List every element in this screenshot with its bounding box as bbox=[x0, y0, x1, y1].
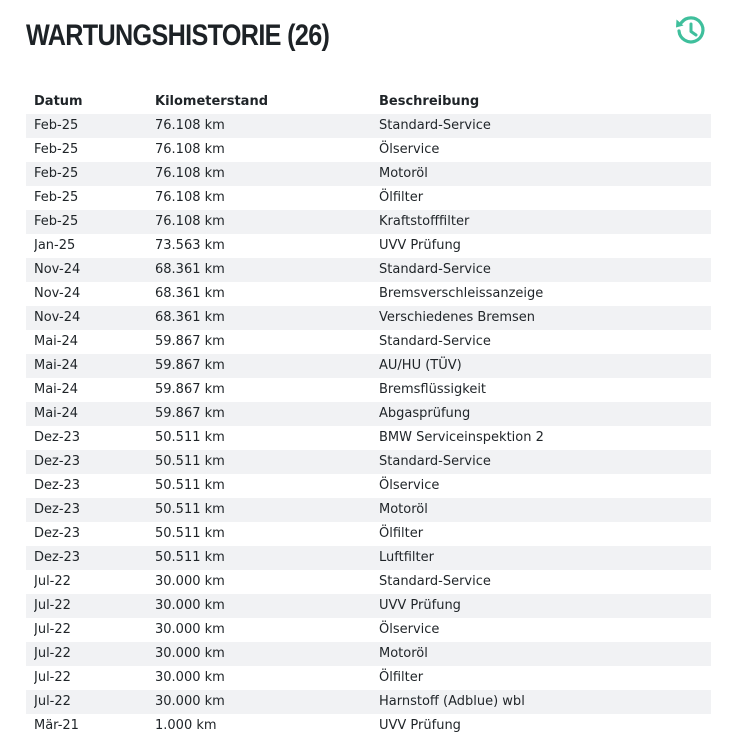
description-cell: Verschiedenes Bremsen bbox=[379, 310, 536, 325]
table-row bbox=[26, 210, 711, 234]
date-cell: Feb-25 bbox=[34, 190, 79, 205]
table-row bbox=[26, 498, 711, 522]
table-row bbox=[26, 378, 711, 402]
mileage-cell: 68.361 km bbox=[155, 310, 225, 325]
date-cell: Jul-22 bbox=[34, 598, 71, 613]
description-cell: Motoröl bbox=[379, 646, 428, 661]
description-cell: Ölservice bbox=[379, 478, 440, 493]
date-cell: Nov-24 bbox=[34, 286, 81, 301]
table-row bbox=[26, 234, 711, 258]
mileage-cell: 30.000 km bbox=[155, 694, 225, 709]
description-cell: Ölfilter bbox=[379, 526, 424, 541]
mileage-cell: 59.867 km bbox=[155, 334, 225, 349]
description-cell: Ölfilter bbox=[379, 670, 424, 685]
mileage-cell: 59.867 km bbox=[155, 358, 225, 373]
mileage-cell: 30.000 km bbox=[155, 646, 225, 661]
description-cell: UVV Prüfung bbox=[379, 238, 461, 253]
description-cell: Motoröl bbox=[379, 502, 428, 517]
date-cell: Jul-22 bbox=[34, 574, 71, 589]
date-cell: Jan-25 bbox=[34, 238, 76, 253]
table-row bbox=[26, 690, 711, 714]
mileage-cell: 30.000 km bbox=[155, 622, 225, 637]
date-cell: Jul-22 bbox=[34, 622, 71, 637]
page-title: WARTUNGSHISTORIE (26) bbox=[26, 19, 330, 52]
date-cell: Dez-23 bbox=[34, 478, 81, 493]
column-header-date: Datum bbox=[34, 94, 83, 109]
table-row bbox=[26, 570, 711, 594]
mileage-cell: 30.000 km bbox=[155, 574, 225, 589]
mileage-cell: 76.108 km bbox=[155, 118, 225, 133]
mileage-cell: 30.000 km bbox=[155, 598, 225, 613]
table-row bbox=[26, 402, 711, 426]
date-cell: Mai-24 bbox=[34, 382, 79, 397]
table-row bbox=[26, 138, 711, 162]
date-cell: Feb-25 bbox=[34, 142, 79, 157]
date-cell: Dez-23 bbox=[34, 454, 81, 469]
column-header-description: Beschreibung bbox=[379, 94, 480, 109]
description-cell: Harnstoff (Adblue) wbl bbox=[379, 694, 525, 709]
table-row bbox=[26, 642, 711, 666]
mileage-cell: 59.867 km bbox=[155, 382, 225, 397]
maintenance-history-table bbox=[26, 90, 711, 738]
date-cell: Feb-25 bbox=[34, 214, 79, 229]
table-row bbox=[26, 114, 711, 138]
column-header-mileage: Kilometerstand bbox=[155, 94, 269, 109]
mileage-cell: 50.511 km bbox=[155, 502, 225, 517]
description-cell: AU/HU (TÜV) bbox=[379, 358, 462, 373]
date-cell: Jul-22 bbox=[34, 694, 71, 709]
date-cell: Nov-24 bbox=[34, 310, 81, 325]
description-cell: Standard-Service bbox=[379, 454, 491, 469]
table-row bbox=[26, 714, 711, 738]
table-row bbox=[26, 330, 711, 354]
date-cell: Jul-22 bbox=[34, 670, 71, 685]
table-row bbox=[26, 618, 711, 642]
description-cell: UVV Prüfung bbox=[379, 598, 461, 613]
table-row bbox=[26, 426, 711, 450]
description-cell: Bremsflüssigkeit bbox=[379, 382, 487, 397]
mileage-cell: 50.511 km bbox=[155, 550, 225, 565]
date-cell: Mai-24 bbox=[34, 406, 79, 421]
table-header-row bbox=[26, 90, 711, 114]
description-cell: Kraftstofffilter bbox=[379, 214, 470, 229]
description-cell: BMW Serviceinspektion 2 bbox=[379, 430, 544, 445]
table-row bbox=[26, 474, 711, 498]
description-cell: Standard-Service bbox=[379, 574, 491, 589]
table-row bbox=[26, 162, 711, 186]
table-row bbox=[26, 594, 711, 618]
date-cell: Mai-24 bbox=[34, 358, 79, 373]
mileage-cell: 50.511 km bbox=[155, 478, 225, 493]
date-cell: Jul-22 bbox=[34, 646, 71, 661]
date-cell: Mai-24 bbox=[34, 334, 79, 349]
table-body bbox=[26, 114, 711, 738]
date-cell: Nov-24 bbox=[34, 262, 81, 277]
table-row bbox=[26, 450, 711, 474]
mileage-cell: 50.511 km bbox=[155, 526, 225, 541]
description-cell: Abgasprüfung bbox=[379, 406, 471, 421]
table-row bbox=[26, 546, 711, 570]
table-row bbox=[26, 354, 711, 378]
mileage-cell: 50.511 km bbox=[155, 454, 225, 469]
date-cell: Feb-25 bbox=[34, 118, 79, 133]
date-cell: Dez-23 bbox=[34, 550, 81, 565]
mileage-cell: 76.108 km bbox=[155, 142, 225, 157]
table-row bbox=[26, 306, 711, 330]
date-cell: Dez-23 bbox=[34, 526, 81, 541]
table-row bbox=[26, 666, 711, 690]
mileage-cell: 76.108 km bbox=[155, 166, 225, 181]
mileage-cell: 30.000 km bbox=[155, 670, 225, 685]
mileage-cell: 76.108 km bbox=[155, 190, 225, 205]
mileage-cell: 68.361 km bbox=[155, 286, 225, 301]
mileage-cell: 68.361 km bbox=[155, 262, 225, 277]
description-cell: Ölservice bbox=[379, 142, 440, 157]
description-cell: Ölfilter bbox=[379, 190, 424, 205]
description-cell: Standard-Service bbox=[379, 262, 491, 277]
table-row bbox=[26, 258, 711, 282]
date-cell: Feb-25 bbox=[34, 166, 79, 181]
table-row bbox=[26, 522, 711, 546]
mileage-cell: 73.563 km bbox=[155, 238, 225, 253]
date-cell: Mär-21 bbox=[34, 718, 79, 733]
description-cell: Ölservice bbox=[379, 622, 440, 637]
description-cell: Standard-Service bbox=[379, 118, 491, 133]
date-cell: Dez-23 bbox=[34, 502, 81, 517]
description-cell: Luftfilter bbox=[379, 550, 434, 565]
table-row bbox=[26, 186, 711, 210]
table-row bbox=[26, 282, 711, 306]
mileage-cell: 59.867 km bbox=[155, 406, 225, 421]
mileage-cell: 1.000 km bbox=[155, 718, 217, 733]
description-cell: Bremsverschleissanzeige bbox=[379, 286, 544, 301]
mileage-cell: 76.108 km bbox=[155, 214, 225, 229]
history-icon[interactable] bbox=[673, 13, 709, 49]
description-cell: Motoröl bbox=[379, 166, 428, 181]
description-cell: Standard-Service bbox=[379, 334, 491, 349]
date-cell: Dez-23 bbox=[34, 430, 81, 445]
mileage-cell: 50.511 km bbox=[155, 430, 225, 445]
description-cell: UVV Prüfung bbox=[379, 718, 461, 733]
